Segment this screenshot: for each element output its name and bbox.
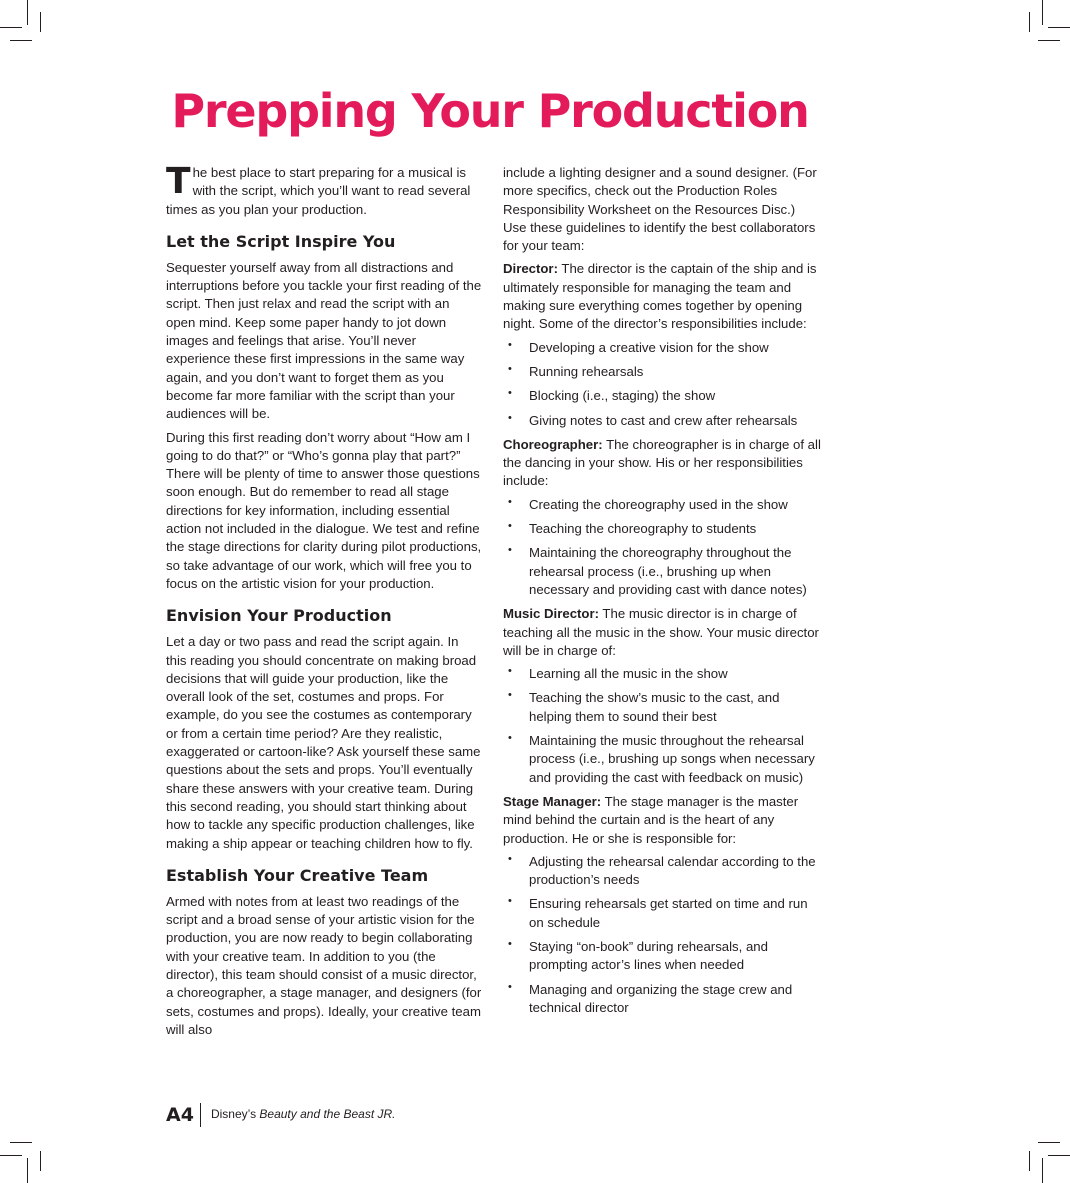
section-heading: Establish Your Creative Team [166, 865, 429, 885]
role-label: Music Director: [503, 606, 599, 622]
role-paragraph [503, 793, 821, 848]
bullet-list [503, 496, 821, 599]
left-column [166, 161, 482, 1044]
crop-mark [0, 27, 22, 28]
footer-divider [200, 1103, 201, 1127]
list-item [503, 339, 821, 357]
crop-mark [1042, 1158, 1043, 1183]
role-paragraph [503, 605, 821, 660]
list-item-text: Maintaining the choreography throughout the rehearsal process (i.e., brushing up when necessary and providing cast with dance notes) [529, 545, 807, 597]
bullet-icon: • [508, 937, 512, 950]
role-paragraph [503, 436, 821, 491]
list-item-text: Maintaining the music throughout the rehearsal process (i.e., brushing up songs when necessary and providing the cast with feedback on music) [529, 733, 815, 785]
intro-text: he best place to start preparing for a musical is with the script, which you’ll want to read several times as you plan your production. [166, 165, 471, 217]
crop-mark [40, 12, 41, 32]
list-item-text: Learning all the music in the show [529, 666, 728, 682]
crop-mark [1042, 0, 1043, 25]
bullet-icon: • [508, 852, 512, 865]
role-text: The choreographer is in charge of all the dancing in your show. His or her responsibilities include: [503, 436, 821, 489]
list-item [503, 520, 821, 538]
list-item-text: Giving notes to cast and crew after rehearsals [529, 412, 798, 428]
body-paragraph: include a lighting designer and a sound designer. (For more specifics, check out the Production Roles Responsibility Worksheet on the Resources Disc.) Use these guidelines to identify the best collaborators for your team: [503, 165, 817, 254]
crop-mark [27, 1158, 28, 1183]
crop-mark [40, 1151, 41, 1171]
crop-mark [1029, 12, 1030, 32]
list-item [503, 665, 821, 683]
right-column [503, 164, 821, 1023]
list-item-text: Blocking (i.e., staging) the show [529, 388, 716, 404]
bullet-icon: • [508, 665, 512, 678]
crop-mark [27, 0, 28, 25]
list-item [503, 412, 821, 430]
page-footer [166, 1103, 396, 1127]
bullet-icon: • [508, 495, 512, 508]
bullet-icon: • [508, 520, 512, 533]
crop-mark [1029, 1151, 1030, 1171]
list-item-text: Staying “on-book” during rehearsals, and prompting actor’s lines when needed [529, 938, 768, 973]
role-label: Stage Manager: [503, 793, 602, 809]
bullet-icon: • [508, 387, 512, 400]
crop-mark [0, 1155, 22, 1156]
bullet-icon: • [508, 544, 512, 557]
role-text: The stage manager is the master mind behind the curtain and is the heart of any production. He or she is responsible for: [503, 793, 799, 846]
list-item [503, 732, 821, 787]
list-item [503, 387, 821, 405]
crop-mark [1048, 1155, 1070, 1156]
body-paragraph: Let a day or two pass and read the script again. In this reading you should concentrate on making broad decisions that will guide your production, like the overall look of the set, costumes and props. For example, do you see the costumes as contemporary or from a certain time period? Are they realistic, exaggerated or cartoon-like? Ask yourself these same questions about the sets and props. You’ll eventually share these answers with your creative team. During this second reading, you should start thinking about how to tackle any specific production challenges, like making a ship appear or teaching children how to fly. [166, 634, 481, 851]
body-paragraph: Armed with notes from at least two readings of the script and a broad sense of your artistic vision for the production, you are now ready to begin collaborating with your creative team. In addition to you (the director), this team should consist of a music director, a choreographer, a stage manager, and designers (for sets, costumes and props). Ideally, your creative team will also [166, 893, 482, 1037]
crop-mark [10, 1142, 32, 1143]
role-label: Choreographer: [503, 436, 603, 452]
list-item [503, 981, 821, 1018]
list-item [503, 689, 821, 726]
list-item [503, 938, 821, 975]
list-item-text: Teaching the show’s music to the cast, and helping them to sound their best [529, 690, 780, 724]
body-paragraph: During this first reading don’t worry about “How am I going to do that?” or “Who’s gonna play that part?” There will be plenty of time to answer those questions soon enough. But do remember to read all stage directions for key information, including essential action not included in the dialogue. We test and refine the stage directions for clarity during pilot productions, so take advantage of our work, which will free you to focus on the artistic vision for your production. [166, 429, 482, 591]
list-item-text: Developing a creative vision for the show [529, 339, 769, 355]
list-item [503, 853, 821, 890]
footer-show-title: Beauty and the Beast JR. [259, 1107, 396, 1122]
list-item-text: Running rehearsals [529, 363, 644, 379]
list-item-text: Adjusting the rehearsal calendar according to the production’s needs [529, 853, 816, 888]
role-text: The director is the captain of the ship and is ultimately responsible for managing the team and making sure everything comes together by opening night. Some of the director’s responsibilities include: [503, 261, 817, 332]
list-item [503, 363, 821, 381]
bullet-list [503, 665, 821, 787]
list-item [503, 544, 821, 599]
list-item-text: Ensuring rehearsals get started on time and run on schedule [529, 896, 808, 930]
bullet-icon: • [508, 411, 512, 424]
bullet-list [503, 853, 821, 1017]
bullet-list [503, 339, 821, 430]
drop-cap: T [166, 161, 191, 202]
bullet-icon: • [508, 362, 512, 375]
bullet-icon: • [508, 732, 512, 745]
bullet-icon: • [508, 338, 512, 351]
crop-mark [1038, 1142, 1060, 1143]
crop-mark [1038, 40, 1060, 41]
list-item-text: Teaching the choreography to students [529, 521, 757, 537]
list-item-text: Creating the choreography used in the show [529, 496, 788, 512]
intro-paragraph [166, 161, 482, 219]
section-heading: Envision Your Production [166, 606, 392, 626]
list-item-text: Managing and organizing the stage crew and technical director [529, 981, 793, 1015]
role-label: Director: [503, 261, 558, 277]
crop-mark [10, 40, 32, 41]
bullet-icon: • [508, 895, 512, 908]
crop-mark [1048, 27, 1070, 28]
footer-publisher: Disney’s [210, 1107, 260, 1122]
list-item [503, 496, 821, 514]
body-paragraph: Sequester yourself away from all distractions and interruptions before you tackle your first reading of the script. Then just relax and read the script with an open mind. Keep some paper handy to jot down images and feelings that arise. You’ll never experience these first impressions in the same way again, and you don’t want to forget them as you become far more familiar with the script than your audiences will be. [166, 259, 482, 422]
bullet-icon: • [508, 980, 512, 993]
role-text: The music director is in charge of teaching all the music in the show. Your music director will be in charge of: [503, 606, 819, 658]
bullet-icon: • [508, 689, 512, 702]
role-paragraph [503, 260, 821, 333]
page-title: Prepping Your Production [171, 84, 809, 138]
section-heading: Let the Script Inspire You [166, 231, 396, 251]
page-number: A4 [166, 1104, 194, 1126]
list-item [503, 895, 821, 932]
